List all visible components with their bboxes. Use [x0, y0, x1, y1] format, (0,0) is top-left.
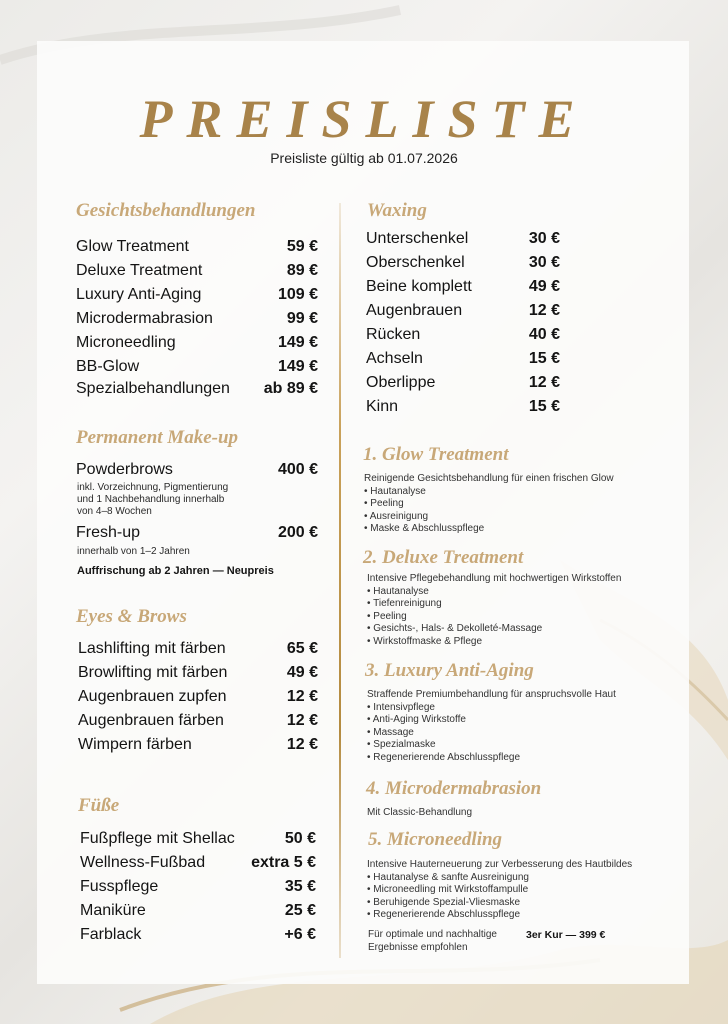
service-name: Fußpflege mit Shellac — [80, 830, 235, 847]
service-name: Spezialbehandlungen — [76, 380, 230, 397]
price-row — [78, 640, 318, 662]
service-price: +6 € — [284, 926, 316, 943]
price-row — [76, 334, 318, 356]
service-note: innerhalb von 1–2 Jahren — [77, 546, 190, 557]
treatment-bullet: • Spezialmaske — [367, 739, 616, 752]
price-row — [76, 461, 318, 483]
price-row — [76, 358, 318, 380]
service-price: 15 € — [528, 398, 560, 415]
service-price: 49 € — [528, 278, 560, 295]
service-price: 35 € — [284, 878, 316, 895]
service-name: Browlifting mit färben — [78, 664, 228, 681]
recommendation-line: Ergebnisse empfohlen — [368, 941, 468, 953]
service-price: 12 € — [286, 688, 318, 705]
price-row — [80, 926, 316, 948]
service-price: 65 € — [286, 640, 318, 657]
kur-price: 3er Kur — 399 € — [526, 929, 606, 941]
refresh-note: Auffrischung ab 2 Jahren — Neupreis — [77, 565, 274, 577]
treatment-bullet: • Anti-Aging Wirkstoffe — [367, 714, 616, 727]
service-name: Achseln — [366, 350, 423, 367]
treatment-bullet: • Hautanalyse — [367, 586, 621, 599]
price-row — [76, 238, 318, 260]
service-price: 12 € — [528, 302, 560, 319]
price-row — [80, 902, 316, 924]
treatment-intro: Intensive Pflegebehandlung mit hochwertigen Wirkstoffen — [367, 573, 622, 584]
recommendation-line: Für optimale und nachhaltige — [368, 929, 497, 940]
treatment-description-1 — [364, 473, 614, 536]
treatment-description-3 — [367, 689, 616, 764]
price-row — [76, 524, 318, 546]
service-name: Augenbrauen färben — [78, 712, 224, 729]
price-row — [366, 350, 560, 372]
service-price: 15 € — [528, 350, 560, 367]
service-name: Microneedling — [76, 334, 176, 351]
service-name: Beine komplett — [366, 278, 472, 295]
service-price: 25 € — [284, 902, 316, 919]
treatment-heading-1: 1. Glow Treatment — [363, 444, 509, 465]
page-title: PREISLISTE — [139, 89, 589, 149]
treatment-heading-5: 5. Microneedling — [368, 829, 503, 850]
price-row — [76, 380, 318, 402]
validity-subtitle: Preisliste gültig ab 01.07.2026 — [270, 150, 458, 166]
service-price: 59 € — [286, 238, 318, 255]
service-price: 400 € — [277, 461, 318, 478]
service-name: Rücken — [366, 326, 421, 343]
price-row — [366, 230, 560, 252]
section-heading-waxing: Waxing — [367, 200, 427, 221]
price-row — [76, 286, 318, 308]
treatment-bullet: • Peeling — [364, 498, 614, 511]
service-price: 12 € — [286, 736, 318, 753]
service-name: Fusspflege — [80, 878, 159, 895]
service-name: Wellness-Fußbad — [80, 854, 206, 871]
treatment-intro: Intensive Hauterneuerung zur Verbesserung des Hautbildes — [367, 859, 633, 870]
service-price: 149 € — [277, 334, 318, 351]
price-row — [366, 326, 560, 348]
section-heading-eyes: Eyes & Brows — [76, 606, 187, 627]
treatment-bullet: • Beruhigende Spezial-Vliesmaske — [367, 897, 632, 910]
treatment-heading-4: 4. Microdermabrasion — [366, 778, 542, 799]
service-price: 99 € — [286, 310, 318, 327]
service-price: 12 € — [528, 374, 560, 391]
service-name: Farblack — [80, 926, 142, 943]
treatment-bullet: • Intensivpflege — [367, 702, 616, 715]
column-divider — [339, 203, 341, 958]
treatment-intro: Mit Classic-Behandlung — [367, 807, 473, 818]
service-name: Augenbrauen — [366, 302, 463, 319]
treatment-bullet: • Regenerierende Abschlusspflege — [367, 752, 616, 765]
service-name: BB-Glow — [76, 358, 140, 375]
service-name: Kinn — [366, 398, 399, 415]
service-price: 30 € — [528, 230, 560, 247]
service-price: 109 € — [277, 286, 318, 303]
treatment-bullet: • Peeling — [367, 611, 621, 624]
treatment-bullet: • Hautanalyse & sanfte Ausreinigung — [367, 872, 632, 885]
price-row — [78, 736, 318, 758]
price-row — [78, 688, 318, 710]
treatment-bullet: • Ausreinigung — [364, 511, 614, 524]
section-heading-fuesse: Füße — [78, 795, 120, 816]
section-heading-pmu: Permanent Make-up — [76, 427, 239, 448]
service-name: Glow Treatment — [76, 238, 189, 255]
service-name: Luxury Anti-Aging — [76, 286, 202, 303]
treatment-bullet: • Hautanalyse — [364, 486, 614, 499]
service-note: inkl. Vorzeichnung, Pigmentierung — [77, 482, 229, 493]
treatment-bullet: • Microneedling mit Wirkstoffampulle — [367, 884, 632, 897]
service-price: extra 5 € — [251, 854, 316, 871]
treatment-bullet: • Wirkstoffmaske & Pflege — [367, 636, 621, 649]
price-row — [80, 854, 316, 876]
treatment-bullet: • Gesichts-, Hals- & Dekolleté-Massage — [367, 623, 621, 636]
service-note: von 4–8 Wochen — [77, 506, 152, 517]
treatment-bullet: • Maske & Abschlusspflege — [364, 523, 614, 536]
price-row — [366, 254, 560, 276]
treatment-description-2 — [367, 573, 621, 648]
service-name: Maniküre — [80, 902, 146, 919]
treatment-bullet: • Tiefenreinigung — [367, 598, 621, 611]
service-name: Lashlifting mit färben — [78, 640, 226, 657]
treatment-intro: Reinigende Gesichtsbehandlung für einen frischen Glow — [364, 473, 614, 484]
service-name: Deluxe Treatment — [76, 262, 203, 279]
service-price: 49 € — [286, 664, 318, 681]
treatment-heading-2: 2. Deluxe Treatment — [363, 547, 524, 568]
service-name: Powderbrows — [76, 461, 173, 478]
price-row — [78, 712, 318, 734]
section-heading-gesicht: Gesichtsbehandlungen — [76, 200, 256, 221]
service-name: Oberschenkel — [366, 254, 465, 271]
treatment-intro: Straffende Premiumbehandlung für anspruchsvolle Haut — [367, 689, 616, 700]
price-row — [366, 302, 560, 324]
service-price: 30 € — [528, 254, 560, 271]
price-row — [366, 398, 560, 420]
service-name: Microdermabrasion — [76, 310, 213, 327]
treatment-heading-3: 3. Luxury Anti-Aging — [365, 660, 534, 681]
price-row — [76, 262, 318, 284]
service-price: 200 € — [277, 524, 318, 541]
treatment-bullet: • Massage — [367, 727, 616, 740]
service-price: 12 € — [286, 712, 318, 729]
treatment-description-5 — [367, 859, 632, 922]
service-price: 149 € — [277, 358, 318, 375]
service-name: Wimpern färben — [78, 736, 192, 753]
recommendation-note — [368, 929, 497, 954]
service-name: Oberlippe — [366, 374, 436, 391]
price-row — [80, 830, 316, 852]
service-note: und 1 Nachbehandlung innerhalb — [77, 494, 225, 505]
price-row — [366, 374, 560, 396]
service-name: Fresh-up — [76, 524, 141, 541]
service-price: 89 € — [286, 262, 318, 279]
price-row — [80, 878, 316, 900]
service-price: 40 € — [528, 326, 560, 343]
price-row — [76, 310, 318, 332]
treatment-description-4 — [367, 807, 472, 820]
service-name: Unterschenkel — [366, 230, 469, 247]
service-price: ab 89 € — [263, 380, 318, 397]
price-row — [78, 664, 318, 686]
treatment-bullet: • Regenerierende Abschlusspflege — [367, 909, 632, 922]
price-row — [366, 278, 560, 300]
service-name: Augenbrauen zupfen — [78, 688, 227, 705]
service-price: 50 € — [284, 830, 316, 847]
